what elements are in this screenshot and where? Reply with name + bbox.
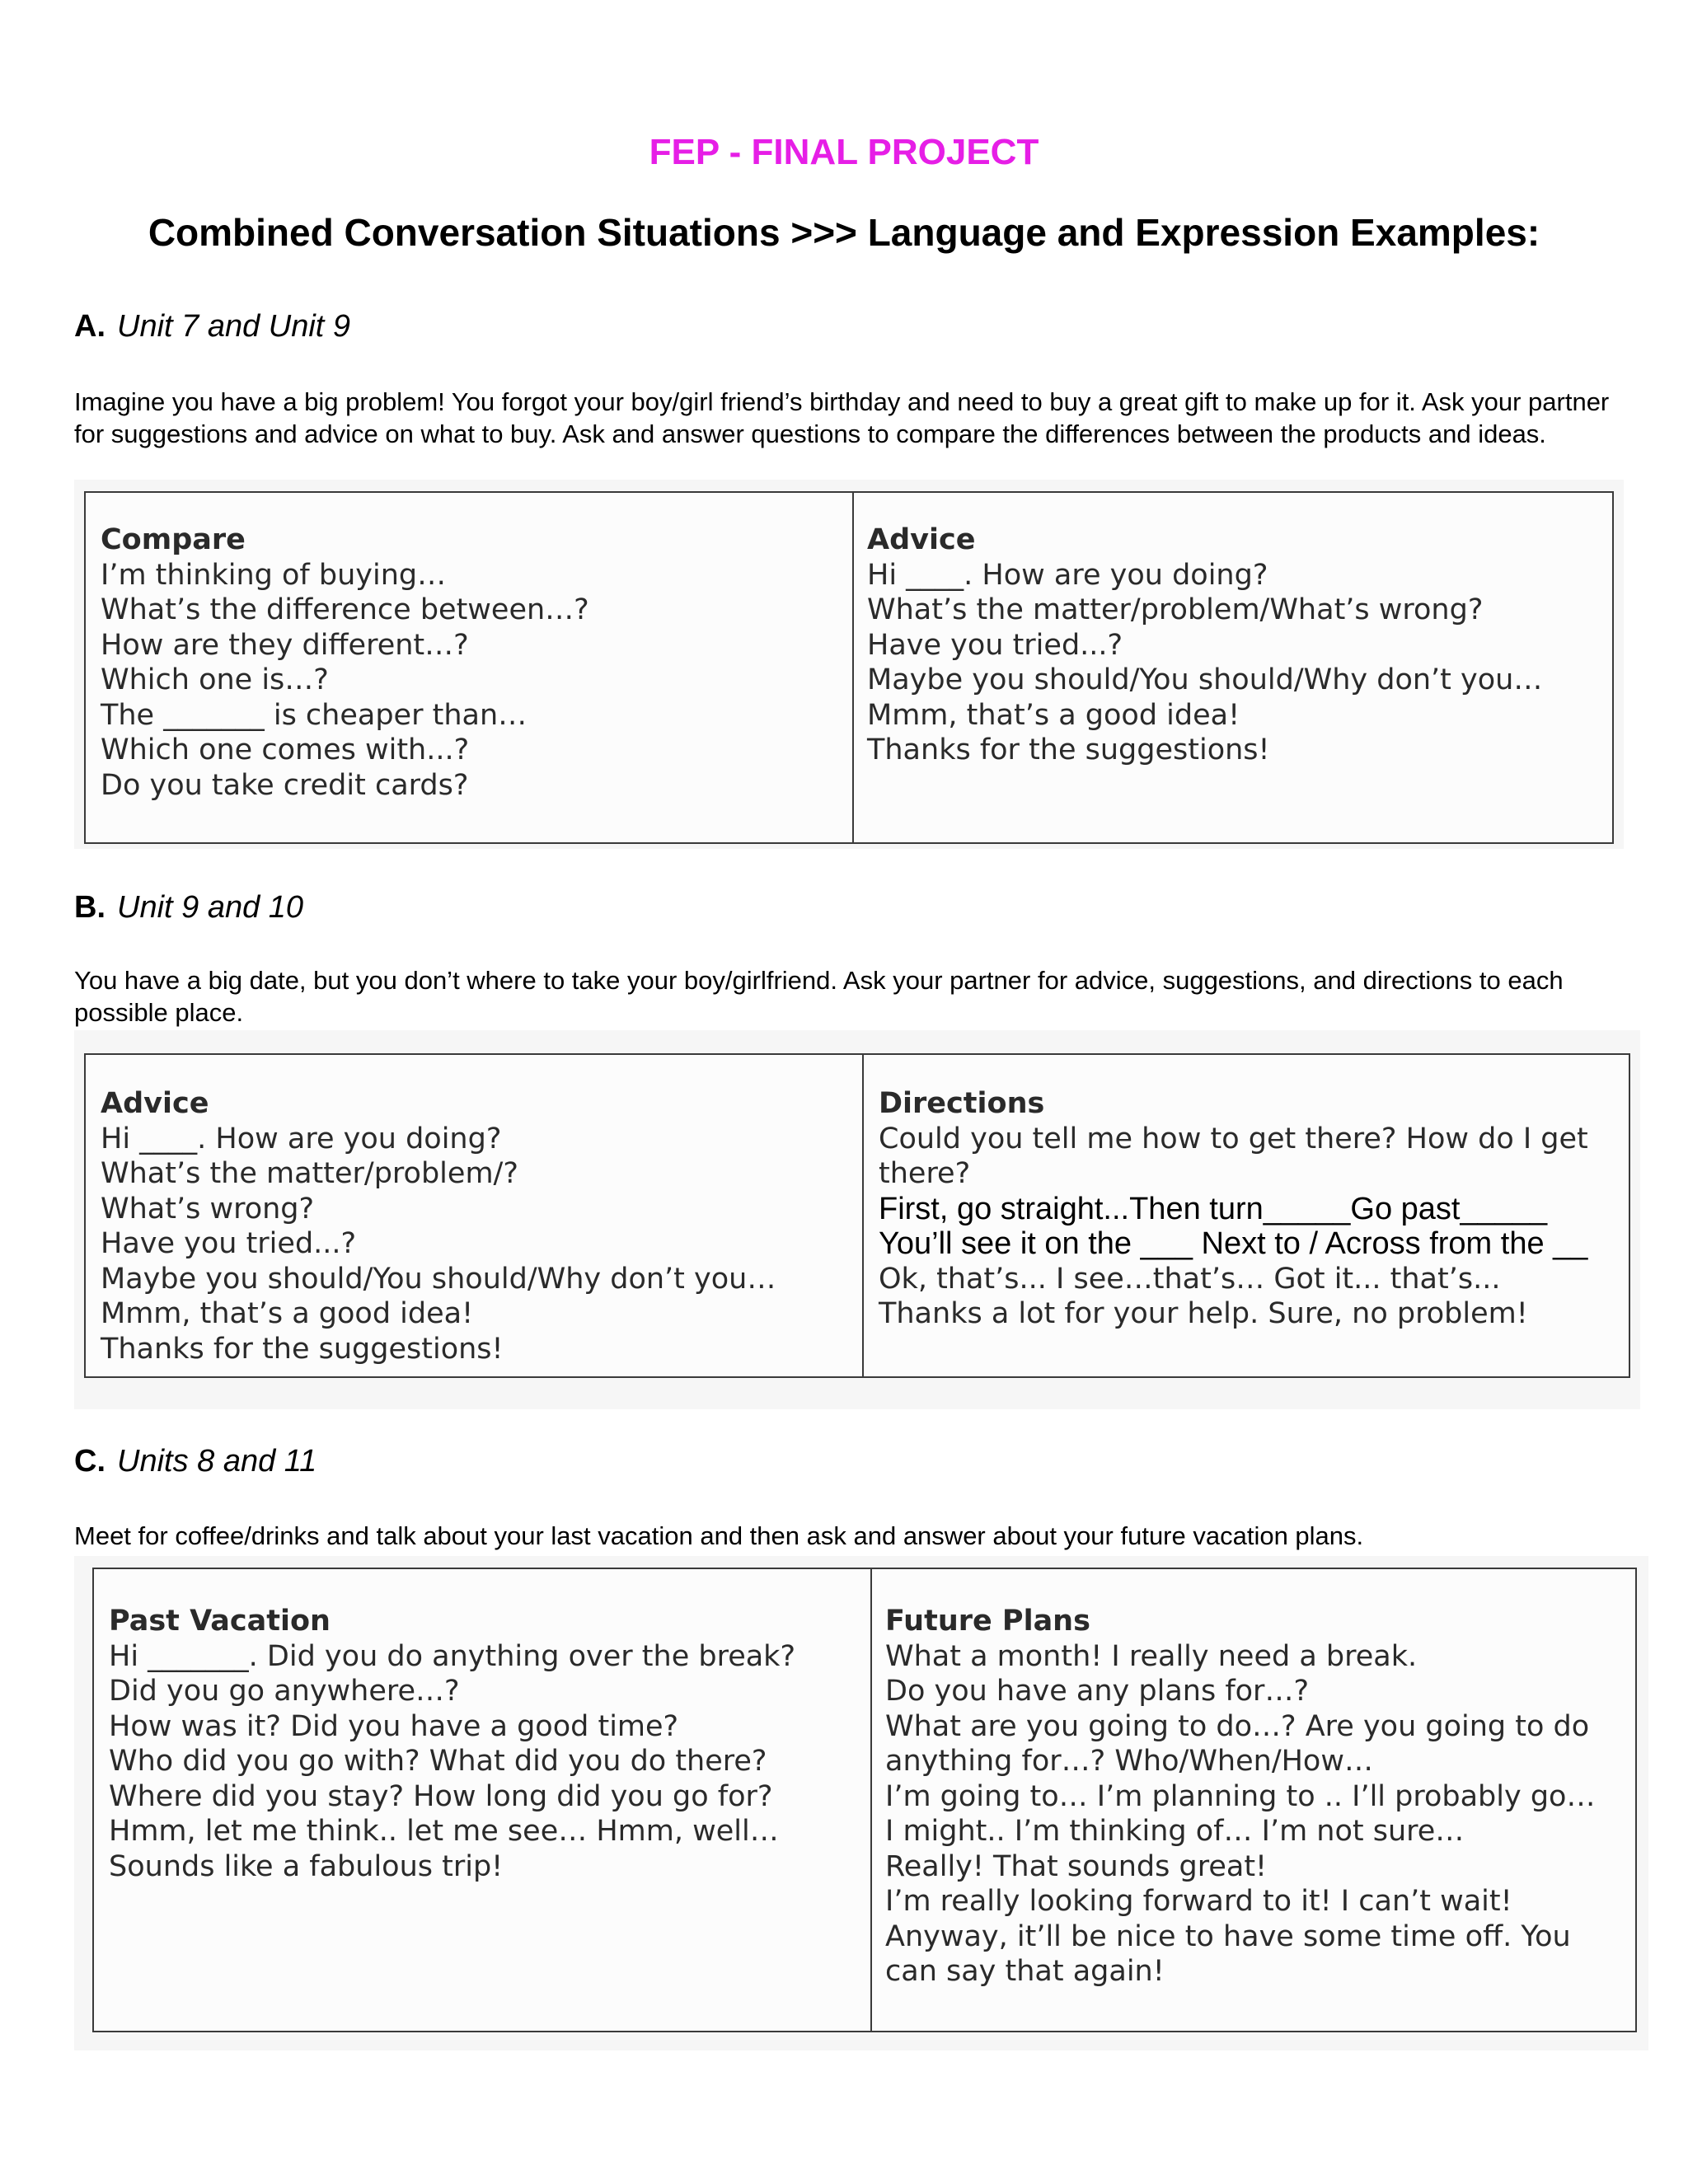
phrase-line: Which one comes with...? [101,733,470,766]
phrase-line: You’ll see it on the ___ Next to / Across from the __ [879,1226,1588,1261]
section-b-prompt: You have a big date, but you don’t where to take your boy/girlfriend. Ask your partner for advice, suggestions, and directions to each possible place. [74,966,1564,1027]
phrase-line: First, go straight...Then turn_____Go past_____ [879,1191,1548,1226]
phrase-line: Thanks for the suggestions! [101,1332,504,1366]
section-unit: Unit 7 and Unit 9 [117,309,351,344]
section-c-heading [74,1444,316,1479]
phrase-line: Maybe you should/You should/Why don’t you… [101,1262,776,1296]
section-a-heading [74,309,350,344]
phrase-line: What a month! I really need a break. [885,1639,1418,1673]
phrase-line: Did you go anywhere…? [109,1675,460,1708]
phrase-line: Thanks a lot for your help. Sure, no problem! [879,1297,1528,1330]
section-unit: Units 8 and 11 [117,1444,317,1479]
phrase-line: Really! That sounds great! [885,1849,1268,1883]
phrase-line: I’m going to… I’m planning to .. I’ll probably go… [885,1779,1596,1813]
phrase-line: Mmm, that’s a good idea! [867,698,1240,732]
phrase-line: What’s the matter/problem/? [101,1157,518,1190]
phrase-line: Hmm, let me think.. let me see… Hmm, well… [109,1815,779,1848]
section-b-table [84,1053,1630,1378]
phrase-line: Ok, that’s... I see…that’s… Got it... that’s... [879,1262,1501,1296]
column-heading: Compare [101,523,246,556]
phrase-line: Anyway, it’ll be nice to have some time off. You can say that again! [885,1919,1571,1988]
phrase-line: Hi ____. How are you doing? [867,558,1268,592]
phrase-line: Do you take credit cards? [101,768,469,802]
phrase-line: Sounds like a fabulous trip! [109,1849,504,1883]
phrase-line: I might.. I’m thinking of… I’m not sure… [885,1815,1465,1848]
phrase-line: What are you going to do…? Are you going to do anything for…? Who/When/How… [885,1709,1590,1778]
section-a-prompt: Imagine you have a big problem! You forgot your boy/girl friend’s birthday and need to buy a great gift to make up for it. Ask your partner for suggestions and advice on what to buy. Ask and answer questions to compare the differences between the products and ideas. [74,387,1610,448]
phrase-line: Have you tried...? [867,628,1123,662]
advice-column [86,1055,862,1376]
section-unit: Unit 9 and 10 [117,890,304,925]
column-heading: Future Plans [885,1605,1090,1638]
phrase-line: Maybe you should/You should/Why don’t you… [867,663,1543,696]
column-heading: Advice [101,1087,209,1120]
phrase-line: Could you tell me how to get there? How do I get there? [879,1122,1588,1190]
section-a-table [84,491,1614,844]
past-vacation-column [94,1569,870,2031]
phrase-line: I’m really looking forward to it! I can’t wait! [885,1885,1512,1918]
column-heading: Past Vacation [109,1605,331,1638]
advice-column [852,493,1612,842]
phrase-line: How are they different…? [101,628,469,662]
phrase-line: Have you tried...? [101,1227,357,1260]
document-subtitle: Combined Conversation Situations >>> Language and Expression Examples: [148,211,1540,254]
phrase-line: Do you have any plans for…? [885,1675,1310,1708]
directions-column [862,1055,1629,1376]
section-letter: C. [74,1444,106,1479]
phrase-line: Which one is…? [101,663,329,696]
phrase-line: Hi ____. How are you doing? [101,1122,502,1155]
future-plans-column [870,1569,1635,2031]
phrase-line: What’s the matter/problem/What’s wrong? [867,593,1484,626]
compare-column [86,493,852,842]
phrase-line: Where did you stay? How long did you go for? [109,1779,773,1813]
section-c-table [92,1568,1637,2032]
column-heading: Advice [867,523,976,556]
phrase-line: I’m thinking of buying… [101,558,447,592]
section-c-prompt: Meet for coffee/drinks and talk about your last vacation and then ask and answer about your future vacation plans. [74,1521,1364,1550]
phrase-line: What’s wrong? [101,1192,315,1226]
phrase-line: Mmm, that’s a good idea! [101,1297,474,1330]
phrase-line: What’s the difference between…? [101,593,589,626]
phrase-line: How was it? Did you have a good time? [109,1709,679,1743]
section-letter: A. [74,309,106,344]
phrase-line: Who did you go with? What did you do there? [109,1745,767,1778]
phrase-line: The _______ is cheaper than… [101,698,528,732]
phrase-line: Thanks for the suggestions! [867,733,1270,766]
section-letter: B. [74,890,106,925]
section-b-heading [74,890,303,926]
column-heading: Directions [879,1087,1045,1120]
phrase-line: Hi _______. Did you do anything over the break? [109,1639,796,1673]
document-title: FEP - FINAL PROJECT [649,132,1039,172]
